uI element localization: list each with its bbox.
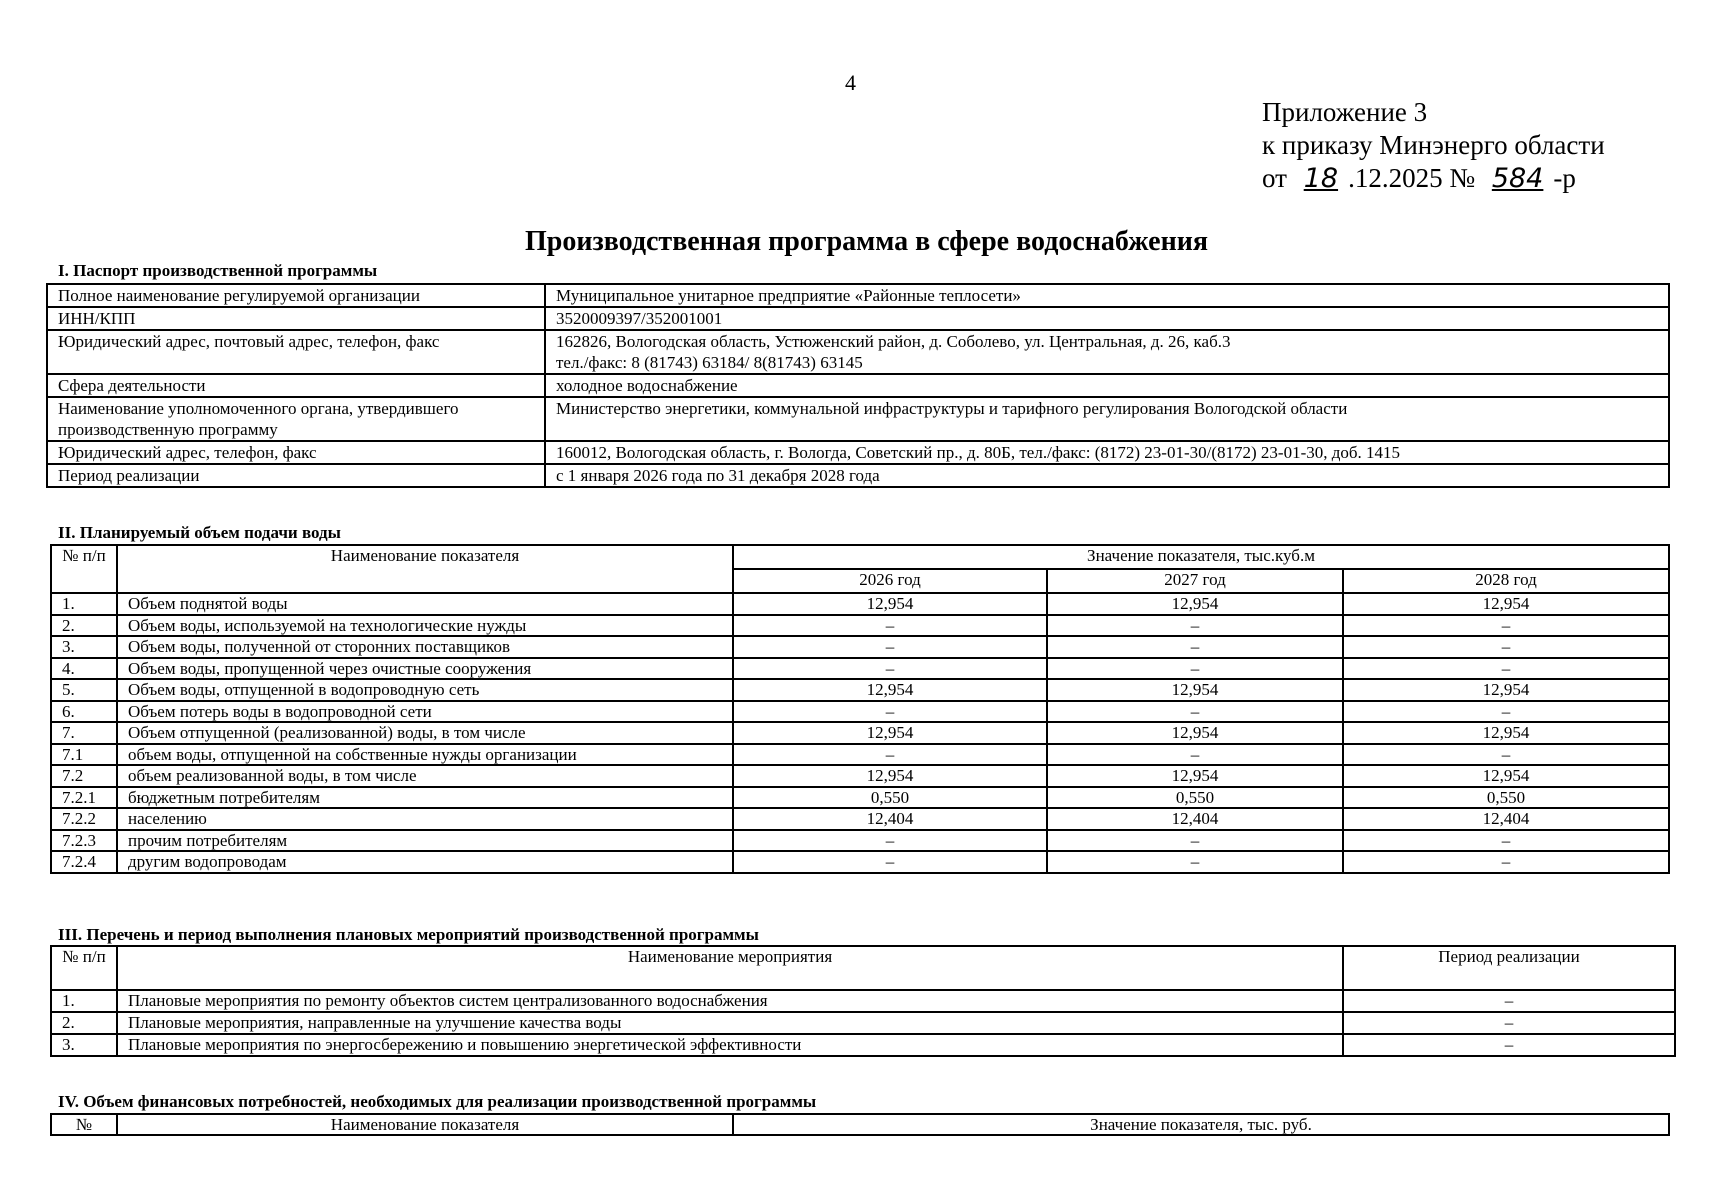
section-3-heading: III. Перечень и период выполнения плановых мероприятий производственной программы bbox=[58, 925, 759, 944]
appendix-date-prefix: от bbox=[1262, 163, 1287, 193]
indicator-value: 12,954 bbox=[1343, 593, 1669, 615]
indicator-value: – bbox=[1047, 851, 1343, 873]
measures-table bbox=[50, 945, 1676, 1057]
passport-table bbox=[46, 283, 1670, 488]
col-header-year-2026: 2026 год bbox=[733, 569, 1047, 593]
indicator-value: 12,954 bbox=[733, 679, 1047, 701]
section-4-heading: IV. Объем финансовых потребностей, необходимых для реализации производственной программы bbox=[58, 1092, 817, 1111]
document-title: Производственная программа в сфере водоснабжения bbox=[524, 226, 1209, 257]
indicator-value: 12,404 bbox=[1343, 808, 1669, 830]
table-row bbox=[51, 679, 1669, 701]
indicator-name: Объем поднятой воды bbox=[117, 593, 733, 615]
table-row bbox=[51, 722, 1669, 744]
indicator-name: Объем воды, используемой на технологические нужды bbox=[117, 615, 733, 637]
row-number: 1. bbox=[51, 593, 117, 615]
table-row bbox=[51, 701, 1669, 723]
col-header-indicator-name: Наименование показателя bbox=[117, 545, 733, 593]
col-header-period: Период реализации bbox=[1343, 946, 1675, 990]
table-row bbox=[51, 851, 1669, 873]
indicator-value: – bbox=[1343, 701, 1669, 723]
appendix-suffix: -р bbox=[1553, 163, 1576, 193]
indicator-value: 12,954 bbox=[733, 765, 1047, 787]
table-row bbox=[51, 636, 1669, 658]
passport-row bbox=[47, 397, 1669, 441]
row-number: 5. bbox=[51, 679, 117, 701]
col-header-number: № п/п bbox=[51, 545, 117, 593]
indicator-value: 12,954 bbox=[1047, 593, 1343, 615]
indicator-value: – bbox=[1047, 615, 1343, 637]
row-number: 1. bbox=[51, 990, 117, 1012]
indicator-value: – bbox=[1343, 830, 1669, 852]
passport-label: Полное наименование регулируемой организации bbox=[47, 284, 545, 307]
indicator-value: 0,550 bbox=[1343, 787, 1669, 809]
table-row bbox=[51, 744, 1669, 766]
indicator-name: населению bbox=[117, 808, 733, 830]
row-number: 2. bbox=[51, 1012, 117, 1034]
passport-value-line: Муниципальное унитарное предприятие «Районные теплосети» bbox=[556, 286, 1021, 305]
row-number: 4. bbox=[51, 658, 117, 680]
passport-row bbox=[47, 441, 1669, 464]
indicator-name: бюджетным потребителям bbox=[117, 787, 733, 809]
indicator-name: объем реализованной воды, в том числе bbox=[117, 765, 733, 787]
col-header-number: № bbox=[51, 1114, 117, 1135]
passport-value-line: 162826, Вологодская область, Устюженский район, д. Соболево, ул. Центральная, д. 26, каб.3 bbox=[556, 332, 1231, 351]
col-header-measure-name: Наименование мероприятия bbox=[117, 946, 1343, 990]
col-header-number: № п/п bbox=[51, 946, 117, 990]
indicator-value: – bbox=[1343, 658, 1669, 680]
passport-value-line: Министерство энергетики, коммунальной инфраструктуры и тарифного регулирования Вологодской области bbox=[556, 399, 1348, 418]
indicator-value: – bbox=[1047, 744, 1343, 766]
indicator-value: – bbox=[1343, 615, 1669, 637]
indicator-name: Объем воды, полученной от сторонних поставщиков bbox=[117, 636, 733, 658]
indicator-value: 12,954 bbox=[1047, 765, 1343, 787]
passport-row bbox=[47, 374, 1669, 397]
indicator-name: Объем потерь воды в водопроводной сети bbox=[117, 701, 733, 723]
passport-value bbox=[545, 441, 1669, 464]
passport-value bbox=[545, 374, 1669, 397]
table-row bbox=[51, 830, 1669, 852]
row-number: 2. bbox=[51, 615, 117, 637]
indicator-value: 12,954 bbox=[733, 593, 1047, 615]
col-header-value: Значение показателя, тыс. руб. bbox=[733, 1114, 1669, 1135]
indicator-value: – bbox=[1047, 701, 1343, 723]
indicator-value: – bbox=[733, 744, 1047, 766]
finance-table bbox=[50, 1113, 1670, 1136]
appendix-block bbox=[1262, 96, 1605, 195]
row-number: 7.2.4 bbox=[51, 851, 117, 873]
indicator-value: 0,550 bbox=[733, 787, 1047, 809]
indicator-value: 12,954 bbox=[1343, 765, 1669, 787]
indicator-value: – bbox=[733, 701, 1047, 723]
table-row bbox=[51, 765, 1669, 787]
indicator-value: – bbox=[1343, 636, 1669, 658]
col-header-indicator-name: Наименование показателя bbox=[117, 1114, 733, 1135]
row-number: 3. bbox=[51, 1034, 117, 1056]
indicator-value: 12,954 bbox=[1343, 722, 1669, 744]
table-row bbox=[51, 808, 1669, 830]
measure-name: Плановые мероприятия по ремонту объектов систем централизованного водоснабжения bbox=[117, 990, 1343, 1012]
handwritten-order-number: 584 bbox=[1491, 163, 1544, 194]
passport-value bbox=[545, 397, 1669, 441]
measure-period: – bbox=[1343, 1012, 1675, 1034]
col-header-year-2027: 2027 год bbox=[1047, 569, 1343, 593]
table-row bbox=[51, 1034, 1675, 1056]
indicator-name: другим водопроводам bbox=[117, 851, 733, 873]
row-number: 7.2 bbox=[51, 765, 117, 787]
passport-label: Наименование уполномоченного органа, утвердившего производственную программу bbox=[47, 397, 545, 441]
indicator-value: 12,954 bbox=[733, 722, 1047, 744]
indicator-value: – bbox=[733, 658, 1047, 680]
passport-value-line: с 1 января 2026 года по 31 декабря 2028 года bbox=[556, 466, 880, 485]
col-header-year-2028: 2028 год bbox=[1343, 569, 1669, 593]
table-row bbox=[51, 658, 1669, 680]
indicator-value: – bbox=[1047, 658, 1343, 680]
indicator-name: объем воды, отпущенной на собственные нужды организации bbox=[117, 744, 733, 766]
passport-row bbox=[47, 330, 1669, 374]
indicator-name: Объем отпущенной (реализованной) воды, в том числе bbox=[117, 722, 733, 744]
appendix-line-1: Приложение 3 bbox=[1262, 97, 1428, 127]
indicator-value: – bbox=[733, 615, 1047, 637]
table-row bbox=[51, 1012, 1675, 1034]
passport-value bbox=[545, 284, 1669, 307]
indicator-value: 12,954 bbox=[1343, 679, 1669, 701]
passport-row bbox=[47, 464, 1669, 487]
indicator-value: 12,954 bbox=[1047, 722, 1343, 744]
passport-value-line: холодное водоснабжение bbox=[556, 376, 738, 395]
passport-row bbox=[47, 307, 1669, 330]
table-row bbox=[51, 615, 1669, 637]
passport-value-line-2: тел./факс: 8 (81743) 63184/ 8(81743) 63145 bbox=[556, 353, 863, 372]
measure-period: – bbox=[1343, 1034, 1675, 1056]
appendix-line-3 bbox=[1262, 162, 1605, 195]
appendix-date-mid: .12.2025 № bbox=[1348, 163, 1476, 193]
indicator-name: Объем воды, отпущенной в водопроводную сеть bbox=[117, 679, 733, 701]
handwritten-day: 18 bbox=[1303, 163, 1339, 194]
passport-label: Юридический адрес, почтовый адрес, телефон, факс bbox=[47, 330, 545, 374]
row-number: 7. bbox=[51, 722, 117, 744]
indicator-value: – bbox=[733, 851, 1047, 873]
passport-row bbox=[47, 284, 1669, 307]
table-row bbox=[51, 593, 1669, 615]
measure-name: Плановые мероприятия, направленные на улучшение качества воды bbox=[117, 1012, 1343, 1034]
indicator-value: – bbox=[1343, 851, 1669, 873]
row-number: 3. bbox=[51, 636, 117, 658]
row-number: 7.1 bbox=[51, 744, 117, 766]
appendix-line-2: к приказу Минэнерго области bbox=[1262, 130, 1605, 160]
row-number: 6. bbox=[51, 701, 117, 723]
indicator-value: 12,404 bbox=[733, 808, 1047, 830]
indicator-value: – bbox=[733, 830, 1047, 852]
passport-label: Сфера деятельности bbox=[47, 374, 545, 397]
indicator-name: Объем воды, пропущенной через очистные сооружения bbox=[117, 658, 733, 680]
table-row bbox=[51, 990, 1675, 1012]
indicator-value: 12,404 bbox=[1047, 808, 1343, 830]
passport-label: Период реализации bbox=[47, 464, 545, 487]
table-row bbox=[51, 787, 1669, 809]
indicator-value: 0,550 bbox=[1047, 787, 1343, 809]
section-2-heading: II. Планируемый объем подачи воды bbox=[58, 523, 341, 542]
measure-name: Плановые мероприятия по энергосбережению и повышению энергетической эффективности bbox=[117, 1034, 1343, 1056]
indicator-name: прочим потребителям bbox=[117, 830, 733, 852]
measure-period: – bbox=[1343, 990, 1675, 1012]
row-number: 7.2.3 bbox=[51, 830, 117, 852]
page-number: 4 bbox=[845, 70, 856, 95]
row-number: 7.2.1 bbox=[51, 787, 117, 809]
passport-label: Юридический адрес, телефон, факс bbox=[47, 441, 545, 464]
passport-value bbox=[545, 330, 1669, 374]
water-volume-table bbox=[50, 544, 1670, 874]
passport-value bbox=[545, 307, 1669, 330]
passport-label: ИНН/КПП bbox=[47, 307, 545, 330]
passport-value-line: 160012, Вологодская область, г. Вологда, Советский пр., д. 80Б, тел./факс: (8172) 23-01-30/(8172) 23-01-30, доб. 1415 bbox=[556, 443, 1401, 462]
section-1-heading: I. Паспорт производственной программы bbox=[58, 261, 378, 280]
indicator-value: 12,954 bbox=[1047, 679, 1343, 701]
indicator-value: – bbox=[1047, 636, 1343, 658]
indicator-value: – bbox=[1343, 744, 1669, 766]
indicator-value: – bbox=[1047, 830, 1343, 852]
row-number: 7.2.2 bbox=[51, 808, 117, 830]
col-header-value: Значение показателя, тыс.куб.м bbox=[733, 545, 1669, 569]
indicator-value: – bbox=[733, 636, 1047, 658]
passport-value bbox=[545, 464, 1669, 487]
passport-value-line: 3520009397/352001001 bbox=[556, 309, 723, 328]
